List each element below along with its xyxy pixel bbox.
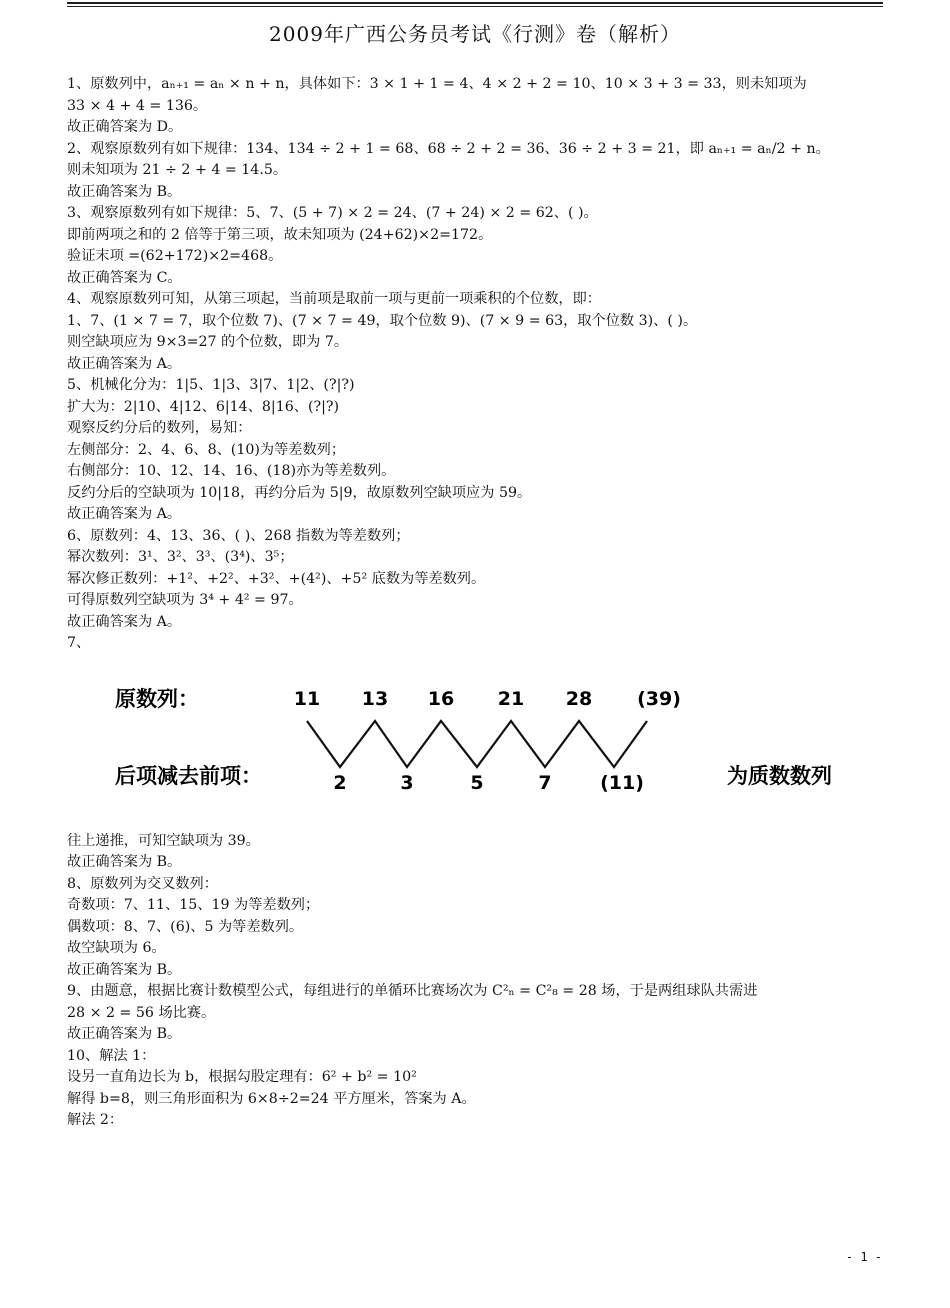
text-line: 可得原数列空缺项为 3⁴ + 4² = 97。 bbox=[67, 592, 303, 608]
text-line: 偶数项：8、7、(6)、5 为等差数列。 bbox=[67, 918, 304, 935]
top-value: 11 bbox=[293, 687, 321, 710]
text-line: 5、机械化分为：1|5、1|3、3|7、1|2、(?|?) bbox=[67, 377, 355, 393]
header-rule-thick bbox=[67, 2, 883, 4]
text-line: 故正确答案为 B。 bbox=[67, 961, 182, 978]
text-line: 2、观察原数列有如下规律：134、134 ÷ 2 + 1 = 68、68 ÷ 2 + 2 = 36、36 ÷ 2 + 3 = 21，即 aₙ₊₁ = aₙ/2 + n。 bbox=[67, 140, 830, 157]
page-number: - 1 - bbox=[845, 1250, 882, 1264]
zigzag-line bbox=[307, 721, 647, 767]
text-line: 往上递推，可知空缺项为 39。 bbox=[67, 832, 260, 849]
text-line: 故正确答案为 C。 bbox=[67, 269, 182, 286]
text-line: 故正确答案为 A。 bbox=[67, 613, 182, 630]
row2-label: 后项减去前项： bbox=[115, 763, 262, 788]
bottom-value: 3 bbox=[400, 771, 414, 794]
text-line: 设另一直角边长为 b，根据勾股定理有：6² + b² = 10² bbox=[67, 1069, 417, 1085]
side-label: 为质数数列 bbox=[727, 763, 832, 788]
text-line: 故正确答案为 D。 bbox=[67, 119, 183, 135]
text-line: 9、由题意，根据比赛计数模型公式，每组进行的单循环比赛场次为 C²ₙ = C²₈ = 28 场，于是两组球队共需进 bbox=[67, 983, 758, 999]
text-line: 10、解法 1： bbox=[67, 1047, 156, 1064]
text-line: 故正确答案为 B。 bbox=[67, 1026, 182, 1042]
solutions-part-1 bbox=[67, 74, 867, 655]
solutions-part-2 bbox=[67, 831, 867, 1132]
top-value: (39) bbox=[637, 687, 681, 710]
text-line: 解法 2： bbox=[67, 1112, 124, 1128]
text-line: 1、原数列中，aₙ₊₁ = aₙ × n + n，具体如下：3 × 1 + 1 = 4、4 × 2 + 2 = 10、10 × 3 + 3 = 33，则未知项为 bbox=[67, 76, 807, 92]
text-line: 即前两项之和的 2 倍等于第三项，故未知项为 (24+62)×2=172。 bbox=[67, 226, 493, 243]
text-line: 验证末项 =(62+172)×2=468。 bbox=[67, 248, 283, 264]
text-line: 左侧部分：2、4、6、8、(10)为等差数列； bbox=[67, 441, 346, 458]
document-body bbox=[67, 74, 867, 1132]
text-line: 故正确答案为 A。 bbox=[67, 355, 182, 372]
text-line: 观察反约分后的数列，易知： bbox=[67, 420, 252, 436]
bottom-value: 7 bbox=[538, 771, 552, 794]
text-line: 则未知项为 21 ÷ 2 + 4 = 14.5。 bbox=[67, 162, 288, 178]
text-line: 故正确答案为 B。 bbox=[67, 854, 182, 870]
text-line: 故空缺项为 6。 bbox=[67, 940, 166, 956]
text-line: 幂次数列：3¹、3²、3³、(3⁴)、3⁵； bbox=[67, 549, 294, 565]
figure-svg bbox=[67, 661, 867, 831]
text-line: 右侧部分：10、12、14、16、(18)亦为等差数列。 bbox=[67, 463, 396, 479]
text-line: 4、观察原数列可知，从第三项起，当前项是取前一项与更前一项乘积的个位数，即： bbox=[67, 291, 601, 307]
bottom-value: (11) bbox=[600, 771, 644, 794]
text-line: 扩大为：2|10、4|12、6|14、8|16、(?|?) bbox=[67, 398, 340, 415]
text-line: 解得 b=8，则三角形面积为 6×8÷2=24 平方厘米，答案为 A。 bbox=[67, 1090, 476, 1107]
text-line: 故正确答案为 B。 bbox=[67, 183, 182, 200]
text-line: 1、7、(1 × 7 = 7，取个位数 7)、(7 × 7 = 49，取个位数 9)、(7 × 9 = 63，取个位数 3)、( )。 bbox=[67, 312, 698, 329]
page-title: 2009年广西公务员考试《行测》卷（解析） bbox=[269, 22, 681, 46]
top-value: 21 bbox=[497, 687, 525, 710]
text-line: 3、观察原数列有如下规律：5、7、(5 + 7) × 2 = 24、(7 + 24) × 2 = 62、( )。 bbox=[67, 205, 598, 221]
sequence-difference-figure bbox=[67, 661, 867, 831]
header-rule-thin bbox=[67, 6, 883, 7]
text-line: 33 × 4 + 4 = 136。 bbox=[67, 97, 208, 114]
top-value: 16 bbox=[427, 687, 455, 710]
text-line: 幂次修正数列：+1²、+2²、+3²、+(4²)、+5² 底数为等差数列。 bbox=[67, 570, 486, 587]
text-line: 28 × 2 = 56 场比赛。 bbox=[67, 1004, 216, 1021]
text-line: 反约分后的空缺项为 10|18，再约分后为 5|9，故原数列空缺项应为 59。 bbox=[67, 484, 532, 501]
bottom-value: 5 bbox=[470, 771, 484, 794]
text-line: 故正确答案为 A。 bbox=[67, 506, 182, 522]
row1-label: 原数列： bbox=[115, 686, 199, 711]
text-line: 8、原数列为交叉数列： bbox=[67, 875, 218, 892]
text-line: 则空缺项应为 9×3=27 的个位数，即为 7。 bbox=[67, 334, 349, 350]
top-value: 28 bbox=[565, 687, 593, 710]
text-line: 7、 bbox=[67, 635, 91, 651]
text-line: 6、原数列：4、13、36、( )、268 指数为等差数列； bbox=[67, 527, 410, 544]
top-value: 13 bbox=[361, 687, 389, 710]
text-line: 奇数项：7、11、15、19 为等差数列； bbox=[67, 897, 320, 913]
bottom-value: 2 bbox=[333, 771, 347, 794]
